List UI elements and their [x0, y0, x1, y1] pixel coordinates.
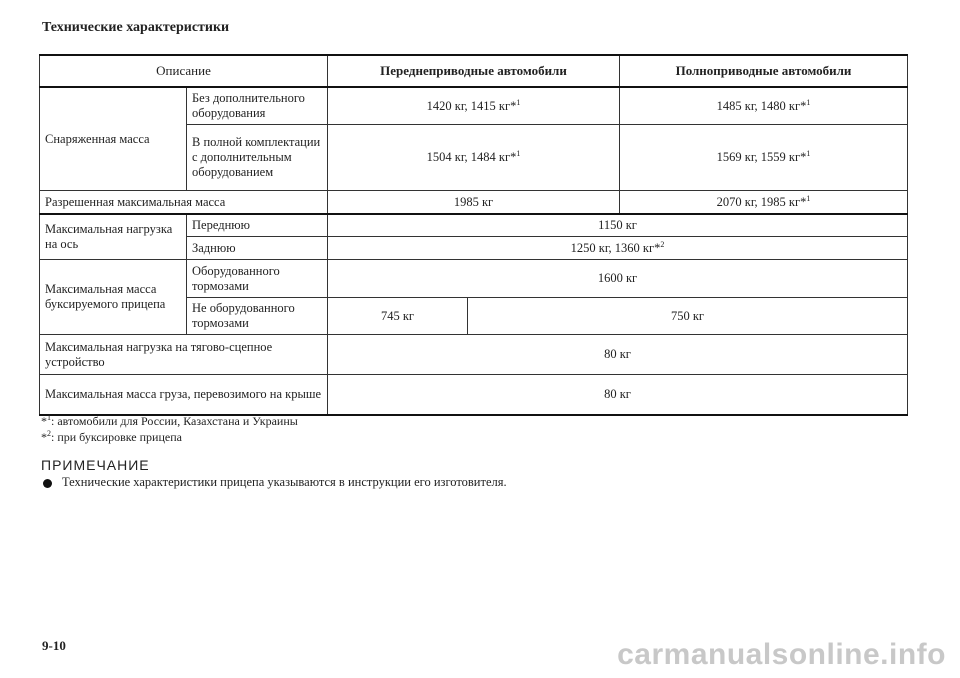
- header-fwd: Переднеприводные автомобили: [328, 55, 620, 87]
- curb-weight-base-awd: 1485 кг, 1480 кг*$^1$: [620, 87, 908, 125]
- table-row: [40, 191, 908, 215]
- curb-weight-full-awd: 1569 кг, 1559 кг*$^1$: [620, 125, 908, 191]
- curb-weight-base-sub: Без дополнительного оборудования: [187, 87, 328, 125]
- table-row: [40, 260, 908, 298]
- note-title: ПРИМЕЧАНИЕ: [41, 457, 150, 473]
- roof-load-label: Максимальная масса груза, перевозимого на крыше: [40, 375, 328, 415]
- hitch-load-val: 80 кг: [328, 335, 908, 375]
- table-row: [40, 335, 908, 375]
- note-item: Технические характеристики прицепа указываются в инструкции его изготовителя.: [43, 475, 507, 490]
- towing-braked-sub: Оборудованного тормозами: [187, 260, 328, 298]
- gross-weight-awd: 2070 кг, 1985 кг*$^1$: [620, 191, 908, 215]
- specifications-table: [39, 54, 908, 416]
- table-header-row: [40, 55, 908, 87]
- table-row: [40, 214, 908, 237]
- curb-weight-full-sub: В полной комплектации с дополнительным оборудованием: [187, 125, 328, 191]
- bullet-icon: [43, 479, 52, 488]
- page-title: Технические характеристики: [42, 20, 230, 35]
- header-description: Описание: [40, 55, 328, 87]
- hitch-load-label: Максимальная нагрузка на тягово-сцепное устройство: [40, 335, 328, 375]
- axle-load-label: Максимальная нагрузка на ось: [40, 214, 187, 260]
- gross-weight-label: Разрешенная максимальная масса: [40, 191, 328, 215]
- axle-load-rear-sub: Заднюю: [187, 237, 328, 260]
- axle-load-rear-val: 1250 кг, 1360 кг*$^2$: [328, 237, 908, 260]
- page-number: 9-10: [42, 638, 66, 653]
- towing-label: Максимальная масса буксируемого прицепа: [40, 260, 187, 335]
- watermark: carmanualsonline.info: [617, 638, 946, 671]
- header-awd: Полноприводные автомобили: [620, 55, 908, 87]
- footnote-2: *$^2$: при буксировке прицепа: [41, 429, 182, 444]
- table-row: [40, 87, 908, 125]
- towing-unbraked-awd: 750 кг: [468, 298, 908, 335]
- curb-weight-full-fwd: 1504 кг, 1484 кг*$^1$: [328, 125, 620, 191]
- table-row: [40, 375, 908, 415]
- axle-load-front-val: 1150 кг: [328, 214, 908, 237]
- roof-load-val: 80 кг: [328, 375, 908, 415]
- towing-unbraked-fwd: 745 кг: [328, 298, 468, 335]
- curb-weight-base-fwd: 1420 кг, 1415 кг*$^1$: [328, 87, 620, 125]
- towing-braked-val: 1600 кг: [328, 260, 908, 298]
- footnote-1: *$^1$: автомобили для России, Казахстана и Украины: [41, 413, 298, 428]
- gross-weight-fwd: 1985 кг: [328, 191, 620, 215]
- curb-weight-label: Снаряженная масса: [40, 87, 187, 191]
- towing-unbraked-sub: Не оборудованного тормозами: [187, 298, 328, 335]
- axle-load-front-sub: Переднюю: [187, 214, 328, 237]
